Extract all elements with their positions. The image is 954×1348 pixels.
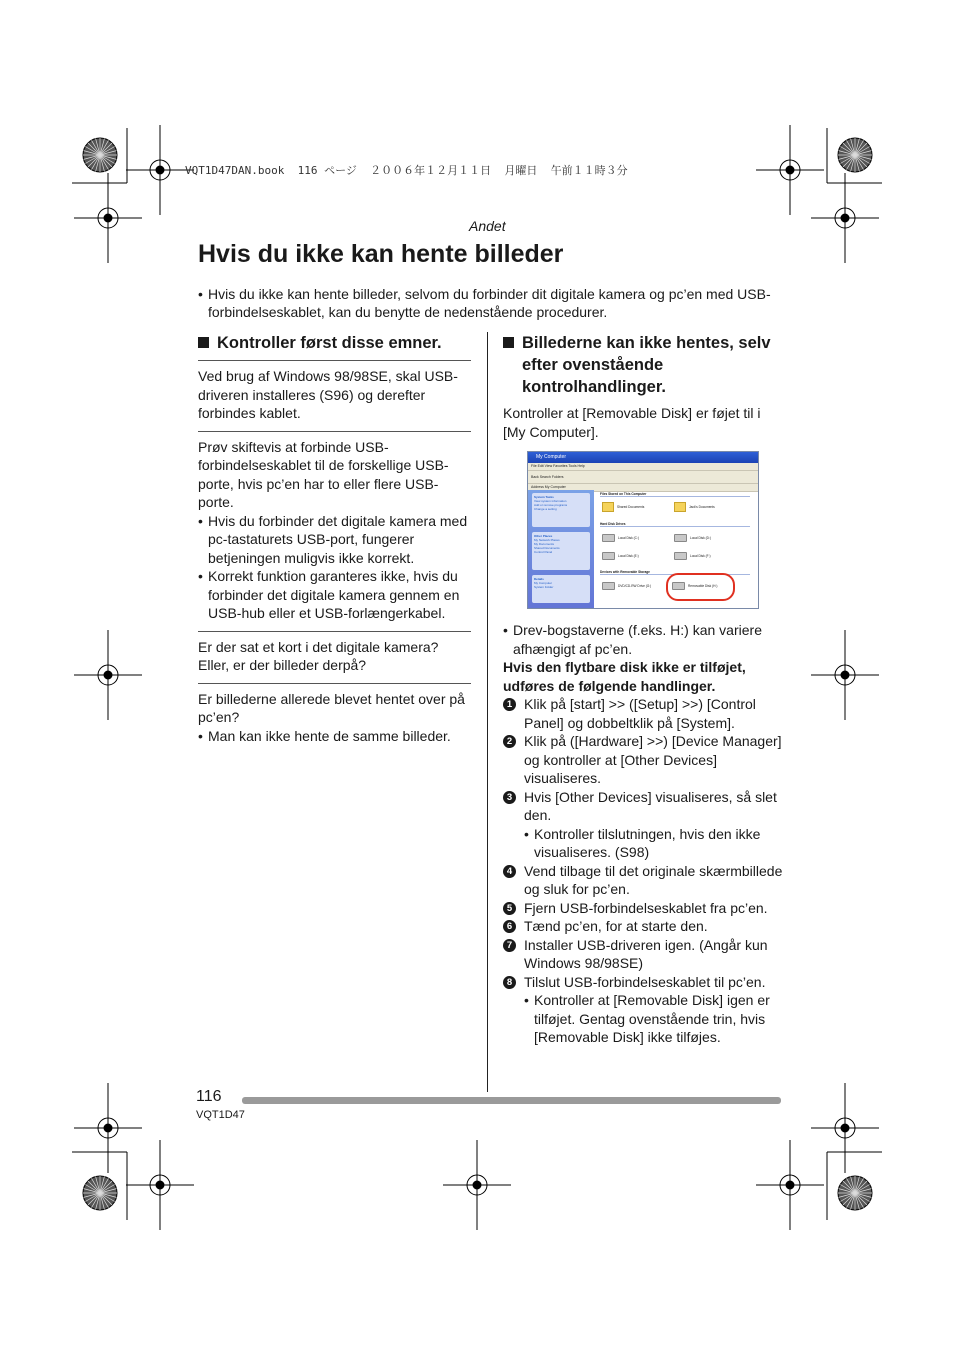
step-number-icon: 7 <box>503 939 516 952</box>
drive-item <box>602 552 639 560</box>
check-block-text: Er billederne allerede blevet hentet over på pc’en? <box>198 690 465 725</box>
step-text: Fjern USB-forbindelseskablet fra pc’en. <box>524 899 768 916</box>
drive-icon <box>674 552 687 560</box>
folder-icon <box>602 502 614 512</box>
my-computer-screenshot <box>527 451 759 609</box>
menu-bar: File Edit View Favorites Tools Help <box>528 463 758 471</box>
footer-bar <box>242 1097 781 1104</box>
panel-item: Add or remove programs <box>534 503 568 507</box>
check-text: Kontroller at [Removable Disk] er føjet til i [My Computer]. <box>503 405 761 440</box>
step-text: Klik på ([Hardware] >>) [Device Manager] og kontroller at [Other Devices] visualiseres. <box>524 733 782 786</box>
drive-label: Local Disk (F:) <box>690 554 711 558</box>
step-number-icon: 5 <box>503 902 516 915</box>
step-item <box>503 899 783 918</box>
address-bar: Address My Computer <box>528 484 758 492</box>
left-heading-text: Kontroller først disse emner. <box>217 334 442 352</box>
removable-item <box>602 582 651 590</box>
drive-label: Local Disk (C:) <box>618 536 639 540</box>
check-bullet: • Korrekt funktion garanteres ikke, hvis du forbinder det digitale kamera gennem en USB-hub eller et USB-forlængerkabel. <box>198 567 471 623</box>
check-bullet: • Hvis du forbinder det digitale kamera med pc-tastaturets USB-port, fungerer betjeningen muligvis ikke korrekt. <box>198 512 471 568</box>
step-sub-bullet: • Kontroller at [Removable Disk] igen er tilføjet. Gentag ovenstående trin, hvis [Removable Disk] ikke tilføjes. <box>503 991 783 1047</box>
step-number-icon: 3 <box>503 791 516 804</box>
left-heading <box>198 332 471 354</box>
step-number-icon: 4 <box>503 865 516 878</box>
panel-title: System Tasks <box>534 495 554 499</box>
drive-item <box>602 534 639 542</box>
drive-label: Removable Disk (H:) <box>688 584 718 588</box>
step-text: Vend tilbage til det originale skærmbillede og sluk for pc’en. <box>524 862 783 897</box>
right-heading <box>503 332 783 398</box>
drive-icon <box>674 534 687 542</box>
step-item <box>503 695 783 732</box>
step-number-icon: 2 <box>503 735 516 748</box>
folder-item <box>674 502 715 512</box>
step-sub-bullet: • Kontroller tilslutningen, hvis den ikke visualiseres. (S98) <box>503 825 783 862</box>
panel-item: Shared Documents <box>534 546 560 550</box>
task-pane <box>528 490 594 608</box>
highlight-circle <box>666 573 735 601</box>
panel-item: My Documents <box>534 542 555 546</box>
drive-label: Local Disk (D:) <box>690 536 711 540</box>
step-text: Tænd pc’en, for at starte den. <box>524 918 708 934</box>
left-column <box>198 332 471 753</box>
right-column <box>503 332 783 1047</box>
drive-icon <box>602 534 615 542</box>
panel-title: Other Places <box>534 534 553 538</box>
folder-label: Jack's Documents <box>689 505 715 509</box>
step-number-icon: 8 <box>503 976 516 989</box>
window-title: My Computer <box>528 452 758 463</box>
other-places-panel <box>532 532 590 570</box>
group-header: Files Stored on This Computer <box>600 492 750 497</box>
step-item <box>503 917 783 936</box>
page-title: Hvis du ikke kan hente billeder <box>198 240 564 268</box>
step-item <box>503 788 783 825</box>
drive-item <box>674 552 711 560</box>
panel-item: Change a setting <box>534 507 557 511</box>
section-label: Andet <box>469 218 506 234</box>
group-header: Devices with Removable Storage <box>600 570 750 575</box>
check-block-2 <box>198 431 471 631</box>
check-block-text: Er der sat et kort i det digitale kamera? Eller, er der billeder derpå? <box>198 638 439 673</box>
check-block-4 <box>198 683 471 754</box>
step-text: Installer USB-driveren igen. (Angår kun Windows 98/98SE) <box>524 936 768 971</box>
folder-item <box>602 502 644 512</box>
folder-label: Shared Documents <box>617 505 645 509</box>
check-block-3 <box>198 631 471 683</box>
drive-letter-note: • Drev-bogstaverne (f.eks. H:) kan variere afhængigt af pc’en. <box>503 621 783 658</box>
drive-label: Local Disk (E:) <box>618 554 639 558</box>
step-item <box>503 973 783 992</box>
column-divider <box>487 332 488 1092</box>
right-heading-text: Billederne kan ikke hentes, selv efter ovenstående kontrolhandlinger. <box>522 334 771 396</box>
step-number-icon: 6 <box>503 920 516 933</box>
check-block-text: Prøv skiftevis at forbinde USB-forbindelseskablet til de forskellige USB-porte, hvis pc’en har to eller flere USB-porte. <box>198 438 449 510</box>
square-bullet-icon <box>198 337 209 348</box>
panel-item: Control Panel <box>534 550 553 554</box>
panel-item: View system information <box>534 499 567 503</box>
step-text: Hvis [Other Devices] visualiseres, så slet den. <box>524 788 777 823</box>
step-item <box>503 936 783 973</box>
check-bullet: • Man kan ikke hente de samme billeder. <box>198 727 471 746</box>
model-code: VQT1D47 <box>196 1109 245 1121</box>
page-number: 116 <box>196 1088 222 1105</box>
square-bullet-icon <box>503 337 514 348</box>
intro-text: • Hvis du ikke kan hente billeder, selvom du forbinder dit digitale kamera og pc’en med USB-forbindelseskablet, kan du benytte de nedenstående procedurer. <box>198 285 798 321</box>
check-block-text: Ved brug af Windows 98/98SE, skal USB-driveren installeres (S96) og derefter forbindes kablet. <box>198 368 458 421</box>
step-number-icon: 1 <box>503 698 516 711</box>
print-header: VQT1D47DAN.book 116 ページ ２００６年１２月１１日 月曜日 午前１１時３分 <box>185 164 628 177</box>
group-header: Hard Disk Drives <box>600 522 750 527</box>
folder-icon <box>674 502 686 512</box>
panel-item: My Computer <box>534 581 553 585</box>
panel-title: Details <box>534 577 544 581</box>
cd-drive-icon <box>602 582 615 590</box>
drive-icon <box>602 552 615 560</box>
step-text: Klik på [start] >> ([Setup] >>) [Control Panel] og dobbeltklik på [System]. <box>524 696 756 731</box>
toolbar: Back Search Folders <box>528 471 758 484</box>
panel-item: My Network Places <box>534 538 560 542</box>
instruction-heading: Hvis den flytbare disk ikke er tilføjet, udføres de følgende handlinger. <box>503 659 746 694</box>
drive-item <box>674 534 711 542</box>
details-panel <box>532 575 590 603</box>
drive-label: DVD/CD-RW Drive (G:) <box>618 584 652 588</box>
check-block-1 <box>198 360 471 431</box>
step-item <box>503 862 783 899</box>
step-item <box>503 732 783 788</box>
steps-list <box>503 695 783 1047</box>
step-text: Tilslut USB-forbindelseskablet til pc’en. <box>524 973 766 990</box>
panel-item: System Folder <box>534 585 554 589</box>
system-tasks-panel <box>532 493 590 527</box>
